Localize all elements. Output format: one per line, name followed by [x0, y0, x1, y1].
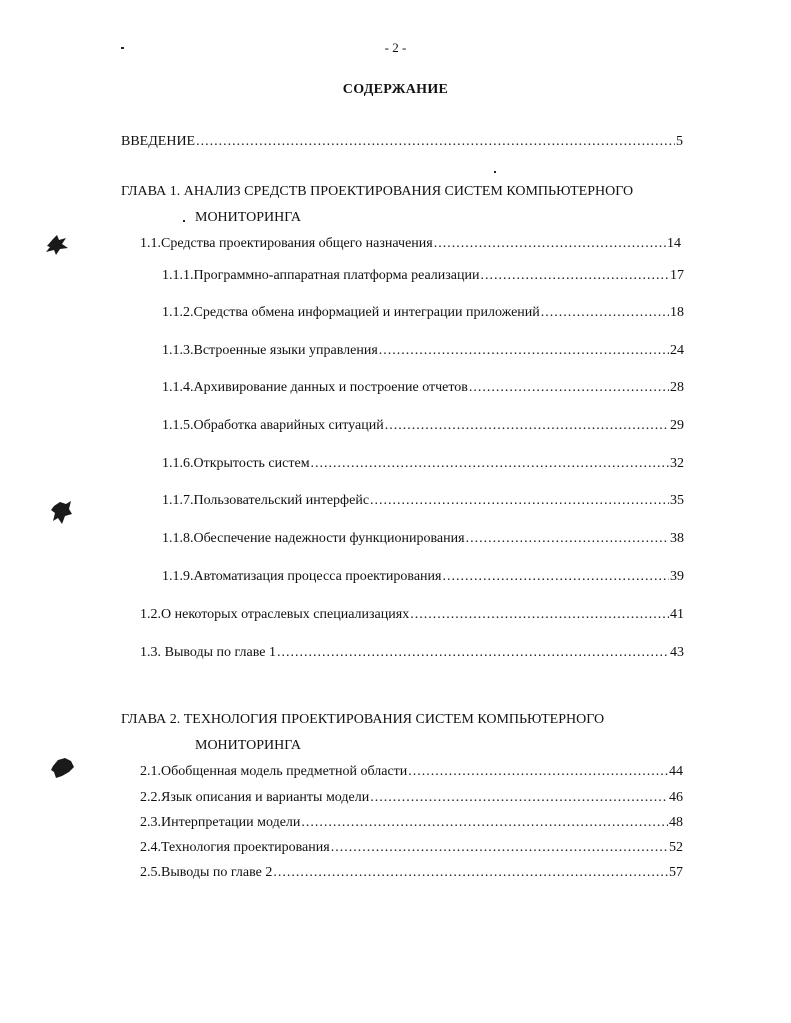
dot-leader — [331, 839, 668, 857]
toc-entry-page: 52 — [669, 840, 683, 855]
toc-entry-page: 41 — [670, 607, 684, 622]
toc-entry-number: 1.1.4. — [162, 380, 194, 395]
toc-entry-1-1-8[interactable] — [162, 530, 684, 548]
toc-entry-2-1[interactable] — [140, 763, 683, 781]
toc-entry-title: Обобщенная модель предметной области — [161, 764, 408, 779]
toc-entry-1-1-5[interactable] — [162, 417, 684, 435]
punch-hole-blot — [50, 500, 74, 526]
toc-entry-page: 18 — [670, 305, 684, 320]
dot-leader — [196, 133, 675, 151]
dot-leader — [301, 814, 668, 832]
dot-leader — [277, 644, 669, 662]
toc-entry-title: Средства проектирования общего назначения — [161, 236, 433, 251]
dot-leader — [442, 568, 669, 586]
toc-entry-introduction[interactable] — [121, 133, 683, 151]
toc-entry-title: Открытость систем — [193, 456, 310, 471]
toc-entry-number: 2.2. — [140, 790, 161, 805]
toc-entry-1-1-3[interactable] — [162, 342, 684, 360]
toc-entry-page: 17 — [670, 268, 684, 283]
toc-entry-2-3[interactable] — [140, 814, 683, 832]
toc-entry-number: 2.1. — [140, 764, 161, 779]
toc-entry-number: 1.1.2. — [162, 305, 194, 320]
page-number: - 2 - — [384, 40, 407, 55]
toc-entry-page: 29 — [670, 418, 684, 433]
toc-entry-number: 1.1.6. — [162, 456, 194, 471]
chapter2-heading-line1: ГЛАВА 2. ТЕХНОЛОГИЯ ПРОЕКТИРОВАНИЯ СИСТЕМ КОМПЬЮТЕРНОГО — [121, 712, 605, 727]
toc-entry-number: 1.1.3. — [162, 343, 194, 358]
dot-leader — [311, 455, 669, 473]
toc-entry-title: Пользовательский интерфейс — [193, 493, 370, 508]
punch-hole-blot — [50, 756, 76, 780]
toc-entry-number: 1.1. — [140, 236, 161, 251]
toc-entry-number: 1.3. — [140, 645, 161, 660]
toc-entry-page: 28 — [670, 380, 684, 395]
dot-leader — [469, 379, 669, 397]
toc-entry-title: Архивирование данных и построение отчетов — [193, 380, 468, 395]
dot-leader — [370, 789, 668, 807]
toc-entry-page: 32 — [670, 456, 684, 471]
toc-entry-1-1-2[interactable] — [162, 304, 684, 322]
toc-entry-title: Встроенные языки управления — [193, 343, 378, 358]
toc-entry-title: Автоматизация процесса проектирования — [193, 569, 442, 584]
dot-leader — [379, 342, 669, 360]
toc-entry-1-1-7[interactable] — [162, 492, 684, 510]
toc-entry-1-3[interactable] — [140, 644, 684, 662]
toc-entry-page: 43 — [670, 645, 684, 660]
dot-leader — [273, 864, 668, 882]
toc-entry-title: Выводы по главе 2 — [161, 865, 273, 880]
toc-entry-number: 1.1.1. — [162, 268, 194, 283]
toc-entry-page: 44 — [669, 764, 683, 779]
toc-entry-number: 1.1.9. — [162, 569, 194, 584]
contents-heading: СОДЕРЖАНИЕ — [342, 82, 449, 97]
chapter1-heading-line1: ГЛАВА 1. АНАЛИЗ СРЕДСТВ ПРОЕКТИРОВАНИЯ СИСТЕМ КОМПЬЮТЕРНОГО — [121, 184, 634, 199]
toc-entry-title: Интерпретации модели — [161, 815, 301, 830]
toc-entry-2-2[interactable] — [140, 789, 683, 807]
toc-entry-number: 1.1.5. — [162, 418, 194, 433]
toc-entry-title: Обработка аварийных ситуаций — [193, 418, 384, 433]
toc-entry-number: 1.1.8. — [162, 531, 194, 546]
dot-leader — [434, 235, 666, 253]
toc-entry-1-1-6[interactable] — [162, 455, 684, 473]
toc-entry-1-1-1[interactable] — [162, 267, 684, 285]
toc-entry-title: Выводы по главе 1 — [164, 645, 276, 660]
toc-entry-number: 2.5. — [140, 865, 161, 880]
dot-leader — [466, 530, 669, 548]
toc-entry-1-2[interactable] — [140, 606, 684, 624]
chapter2-heading-line2: МОНИТОРИНГА — [195, 738, 301, 753]
dot-leader — [408, 763, 668, 781]
toc-entry-page: 48 — [669, 815, 683, 830]
toc-entry-title: Технология проектирования — [161, 840, 330, 855]
dot-leader — [410, 606, 669, 624]
toc-entry-1-1-9[interactable] — [162, 568, 684, 586]
toc-entry-1-1[interactable] — [140, 235, 681, 253]
toc-entry-number: 2.4. — [140, 840, 161, 855]
dot-leader — [385, 417, 669, 435]
toc-entry-number: 1.1.7. — [162, 493, 194, 508]
toc-entry-2-5[interactable] — [140, 864, 683, 882]
toc-entry-page: 46 — [669, 790, 683, 805]
chapter1-heading-line2: МОНИТОРИНГА — [195, 210, 301, 225]
dot-leader — [370, 492, 669, 510]
punch-hole-blot — [44, 234, 70, 258]
dot-leader — [541, 304, 669, 322]
toc-entry-title: ВВЕДЕНИЕ — [121, 134, 196, 149]
toc-entry-number: 1.2. — [140, 607, 161, 622]
toc-entry-title: Программно-аппаратная платформа реализации — [193, 268, 480, 283]
toc-entry-page: 38 — [670, 531, 684, 546]
scan-speck — [183, 220, 185, 222]
toc-entry-2-4[interactable] — [140, 839, 683, 857]
scan-speck — [494, 171, 496, 173]
toc-entry-title: Язык описания и варианты модели — [161, 790, 370, 805]
toc-entry-page: 24 — [670, 343, 684, 358]
toc-entry-page: 14 — [667, 236, 681, 251]
toc-entry-number: 2.3. — [140, 815, 161, 830]
toc-entry-page: 39 — [670, 569, 684, 584]
dot-leader — [481, 267, 670, 285]
toc-entry-title: О некоторых отраслевых специализациях — [161, 607, 410, 622]
toc-entry-page: 35 — [670, 493, 684, 508]
toc-entry-title: Средства обмена информацией и интеграции приложений — [193, 305, 540, 320]
toc-entry-1-1-4[interactable] — [162, 379, 684, 397]
toc-entry-page: 5 — [676, 134, 683, 149]
toc-entry-title: Обеспечение надежности функционирования — [193, 531, 465, 546]
toc-entry-page: 57 — [669, 865, 683, 880]
